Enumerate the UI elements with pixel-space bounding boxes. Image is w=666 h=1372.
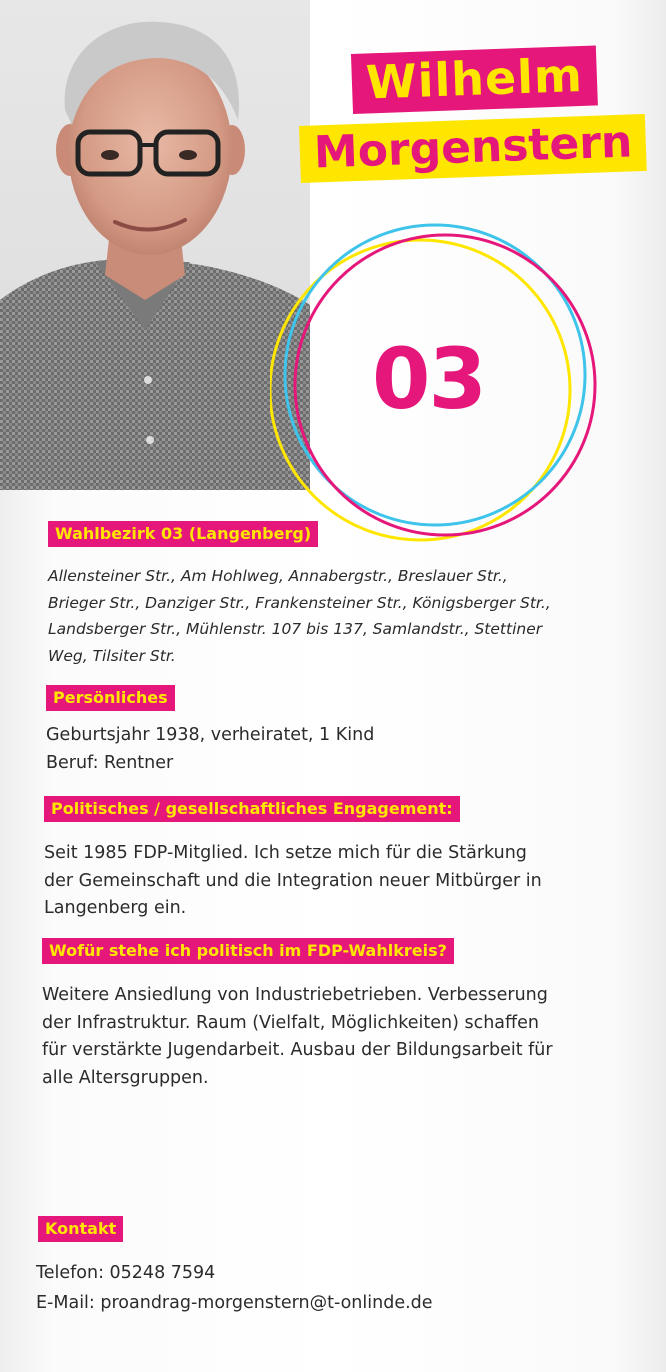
contact-phone: Telefon: 05248 7594 [36, 1263, 216, 1283]
engagement-text: Seit 1985 FDP-Mitglied. Ich setze mich für die Stärkung der Gemeinschaft und die Integration neuer Mitbürger in Langenberg ein. [44, 843, 542, 918]
position-heading: Wofür stehe ich politisch im FDP-Wahlkreis? [42, 938, 454, 964]
engagement-heading: Politisches / gesellschaftliches Engagement: [44, 796, 460, 822]
district-number: 03 [372, 330, 485, 428]
portrait-illustration [0, 0, 310, 490]
candidate-last-name: Morgenstern [299, 114, 647, 183]
contact-heading: Kontakt [38, 1216, 123, 1242]
personal-heading: Persönliches [46, 685, 175, 711]
personal-text: Geburtsjahr 1938, verheiratet, 1 Kind Beruf: Rentner [46, 725, 375, 773]
candidate-first-name: Wilhelm [351, 45, 598, 114]
candidate-portrait [0, 0, 310, 490]
contact-email: E-Mail: proandrag-morgenstern@t-onlinde.de [36, 1293, 433, 1313]
district-streets: Allensteiner Str., Am Hohlweg, Annabergstr., Breslauer Str., Brieger Str., Danziger Str., Frankensteiner Str., Königsberger Str., Landsberger Str., Mühlenstr. 107 bis 137, Samlandstr., Stettiner Weg, Tilsiter Str. [48, 567, 551, 665]
position-text: Weitere Ansiedlung von Industriebetrieben. Verbesserung der Infrastruktur. Raum (Vielfalt, Möglichkeiten) schaffen für verstärkte Jugendarbeit. Ausbau der Bildungsarbeit für alle Altersgruppen. [42, 985, 553, 1088]
district-heading: Wahlbezirk 03 (Langenberg) [48, 521, 318, 547]
